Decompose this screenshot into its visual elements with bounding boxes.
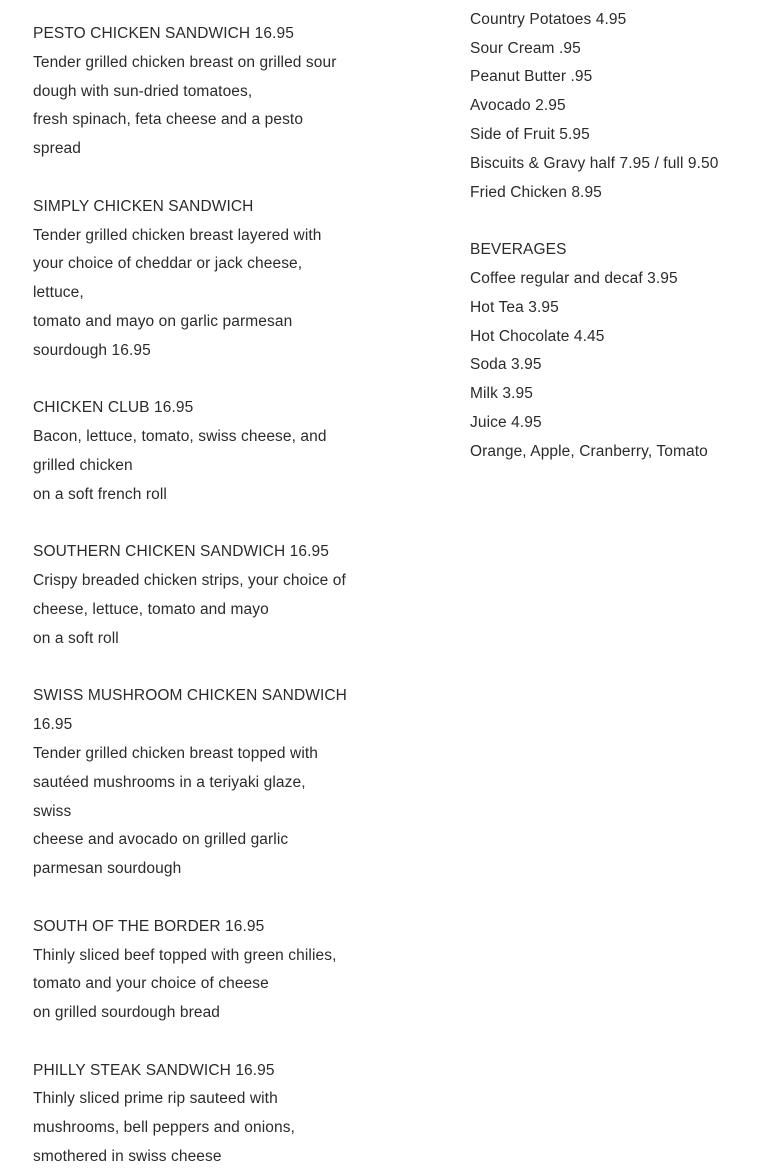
side-item: Avocado 2.95 [470, 97, 566, 115]
side-item: Side of Fruit 5.95 [470, 125, 590, 143]
spacer [33, 654, 363, 683]
menu-item-description-line: on a soft roll [33, 629, 119, 647]
menu-item-description-line: parmesan sourdough [33, 860, 182, 878]
menu-item-description-line: grilled chicken [33, 456, 133, 474]
menu-item-description-line: sautéed mushrooms in a teriyaki glaze, [33, 773, 306, 791]
spacer [33, 164, 363, 193]
menu-item-description-line: Crispy breaded chicken strips, your choice of [33, 572, 346, 590]
sides-list [470, 6, 760, 208]
menu-item-description-line: tomato and mayo on garlic parmesan [33, 312, 293, 330]
menu-item-description-line: lettuce, [33, 284, 84, 302]
menu-item-description-line: Tender grilled chicken breast on grilled sour [33, 53, 337, 71]
spacer [33, 366, 363, 395]
menu-item [33, 913, 363, 1028]
menu-item-title: SOUTH OF THE BORDER 16.95 [33, 917, 265, 935]
menu-item [33, 193, 363, 366]
side-item: Sour Cream .95 [470, 39, 581, 57]
side-item: Fried Chicken 8.95 [470, 183, 602, 201]
menu-item-description-line: smothered in swiss cheese [33, 1148, 222, 1166]
menu-item-title: SOUTHERN CHICKEN SANDWICH 16.95 [33, 543, 329, 561]
side-item: Country Potatoes 4.95 [470, 10, 627, 28]
side-item: Biscuits & Gravy half 7.95 / full 9.50 [470, 154, 719, 172]
beverages-section [470, 236, 760, 466]
menu-item-title: PHILLY STEAK SANDWICH 16.95 [33, 1061, 275, 1079]
menu-item-description-line: mushrooms, bell peppers and onions, [33, 1119, 295, 1137]
beverage-item: Coffee regular and decaf 3.95 [470, 269, 678, 287]
beverage-item: Hot Chocolate 4.45 [470, 327, 605, 345]
right-menu-column [470, 0, 760, 467]
menu-item-description-line: spread [33, 140, 81, 158]
menu-item-description-line: swiss [33, 802, 72, 820]
spacer [33, 1028, 363, 1057]
beverage-item: Hot Tea 3.95 [470, 298, 559, 316]
spacer [33, 884, 363, 913]
beverage-item: Milk 3.95 [470, 385, 533, 403]
menu-item [33, 20, 363, 164]
menu-item-title: PESTO CHICKEN SANDWICH 16.95 [33, 25, 294, 42]
menu-item [33, 1057, 363, 1172]
side-item: Peanut Butter .95 [470, 68, 593, 86]
menu-item-description-line: Thinly sliced beef topped with green chilies, [33, 946, 337, 964]
beverage-item: Juice 4.95 [470, 413, 542, 431]
menu-item-description-line: Tender grilled chicken breast layered with [33, 226, 322, 244]
spacer [470, 207, 760, 236]
beverages-heading: BEVERAGES [470, 241, 567, 259]
juice-options: Orange, Apple, Cranberry, Tomato [470, 442, 708, 460]
beverage-item: Soda 3.95 [470, 356, 542, 374]
menu-item-title: CHICKEN CLUB 16.95 [33, 399, 194, 417]
menu-item-description-line: sourdough 16.95 [33, 341, 151, 359]
menu-item-title: SIMPLY CHICKEN SANDWICH [33, 197, 254, 215]
menu-item-description-line: your choice of cheddar or jack cheese, [33, 255, 303, 273]
menu-item-price-line: 16.95 [33, 716, 73, 734]
menu-item-description-line: Bacon, lettuce, tomato, swiss cheese, and [33, 428, 327, 446]
menu-item-title: SWISS MUSHROOM CHICKEN SANDWICH [33, 687, 347, 705]
menu-item-description-line: on grilled sourdough bread [33, 1004, 221, 1022]
menu-item [33, 682, 363, 884]
left-menu-column [33, 20, 363, 1172]
menu-item-description-line: on a soft french roll [33, 485, 167, 503]
menu-item-description-line: cheese, lettuce, tomato and mayo [33, 600, 269, 618]
menu-item [33, 394, 363, 509]
menu-item [33, 538, 363, 653]
spacer [33, 510, 363, 539]
menu-item-description-line: dough with sun-dried tomatoes, [33, 82, 253, 100]
menu-item-description-line: Tender grilled chicken breast topped with [33, 744, 318, 762]
menu-item-description-line: fresh spinach, feta cheese and a pesto [33, 111, 304, 129]
menu-item-description-line: cheese and avocado on grilled garlic [33, 831, 289, 849]
menu-item-description-line: tomato and your choice of cheese [33, 975, 269, 993]
menu-item-description-line: Thinly sliced prime rip sauteed with [33, 1090, 278, 1108]
